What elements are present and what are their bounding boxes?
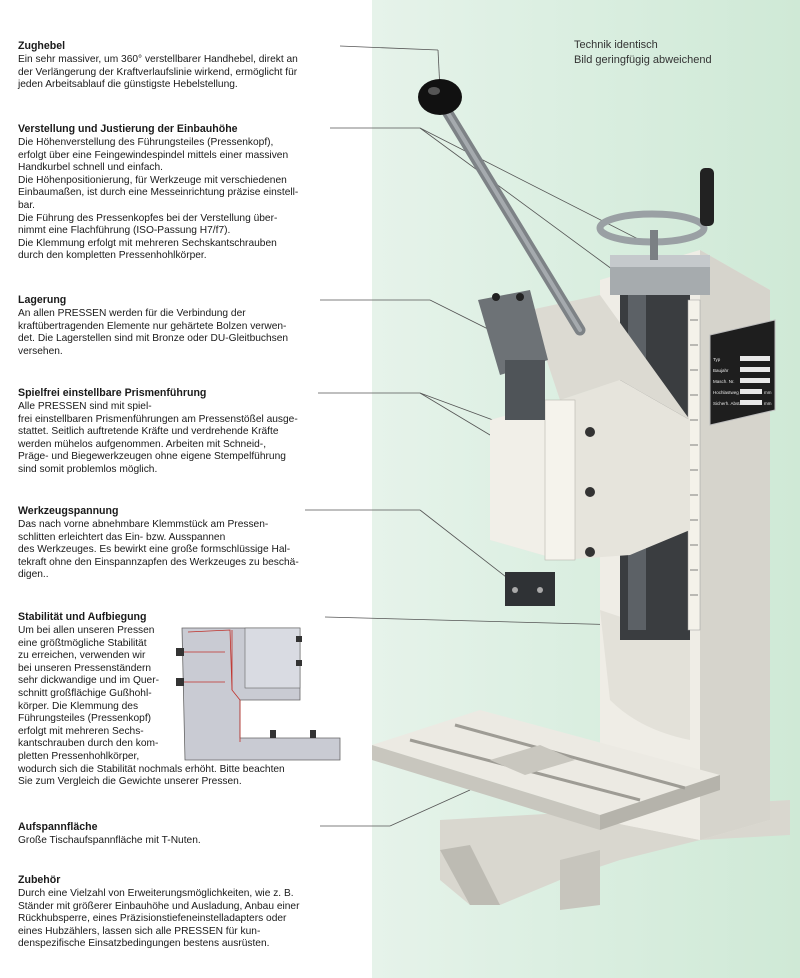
- section-text: An allen PRESSEN werden für die Verbindung der kraftübertragenden Elemente nur gehärtete Bolzen verwen- det. Die Lagerstellen sind mit Bronze oder DU-Gleitbuchsen versehen.: [18, 308, 289, 357]
- section-text: Alle PRESSEN sind mit spiel- frei einstellbaren Prismenführungen am Pressenstößel ausge- stattet. Seitlich auftretende Kräfte und verdrehende Kräfte werden mühelos aufgenommen. Arbeiten mit Schneid-, Präge- und Biegewerkzeugen ohne eigene Stempelführung sind somit problemlos möglich.: [18, 401, 298, 475]
- section-text: Die Höhenverstellung des Führungsteiles (Pressenkopf), erfolgt über eine Feingewindespindel mittels einer massiven Handkurbel schnell und einfach. Die Höhenpositionierung, für Werkzeuge mit verschiedenen Einbaumaßen, ist durch eine Messeinrichtung präzise einstell- bar. Die Führung des Pressenkopfes bei der Verstellung über- nimmt eine Flachführung (ISO-Passung H7/f7). Die Klemmung erfolgt mit mehreren Sechskantschrauben durch den kompletten Pressenhohlkörper.: [18, 137, 299, 262]
- section-text: Durch eine Vielzahl von Erweiterungsmöglichkeiten, wie z. B. Ständer mit größerer Einbauhöhe und Ausladung, Anbau einer Rückhubsperre, eines Präzisionstiefeneinstelladapters oder eines Hubzählers, lassen sich alle PRESSEN für kun- denspezifische Einsatzbedingungen bestens ausrüsten.: [18, 888, 300, 950]
- section-title: Werkzeugspannung: [18, 505, 119, 517]
- section-text: Große Tischaufspannfläche mit T-Nuten.: [18, 835, 201, 846]
- section-text: Ein sehr massiver, um 360° verstellbarer Handhebel, direkt an der Verlängerung der Kraftverlaufslinie wirkend, ermöglicht für jeden Arbeitsablauf die günstigste Hebelstellung.: [18, 54, 298, 91]
- disclaimer-line-1: Technik identisch: [574, 39, 658, 51]
- nameplate-field-1: [740, 356, 770, 361]
- disclaimer-line-2: Bild geringfügig abweichend: [574, 53, 712, 66]
- section-title: Verstellung und Justierung der Einbauhöhe: [18, 123, 238, 135]
- nameplate-field-4: [740, 389, 762, 394]
- section-text: Um bei allen unseren Pressen eine größtmögliche Stabilität zu erreichen, verwenden wir bei unseren Pressenständern sehr dickwandige und im Quer- schnitt großflächige Gußhohl- körper. Die Klemmung des Führungsteiles (Pressenkopf) erfolgt mit mehreren Sechs- kantschrauben durch den kom- pletten Pressenhohlkörper, wodurch sich die Stabilität nochmals erhöht. Bitte beachten Sie zum Vergleich die Gewichte unserer Pressen.: [18, 625, 285, 788]
- tool-clamp: [505, 572, 555, 606]
- nameplate-field-3: [740, 378, 770, 383]
- section-title: Spielfrei einstellbare Prismenführung: [18, 387, 207, 399]
- nameplate-label-typ: Typ: [713, 357, 721, 362]
- nameplate-unit-abstand: mm: [764, 401, 772, 406]
- nameplate-label-hub: Hochlastweg: [713, 390, 739, 395]
- section-title: Zughebel: [18, 40, 66, 52]
- nameplate-label-baujahr: Baujahr: [713, 368, 729, 373]
- section-title: Zubehör: [18, 874, 61, 886]
- section-title: Aufspannfläche: [18, 821, 98, 833]
- section-title: Stabilität und Aufbiegung: [18, 611, 147, 623]
- nameplate-unit-hub: mm: [764, 390, 772, 395]
- cross-section-diagram: [176, 628, 340, 760]
- handwheel: [600, 168, 714, 295]
- nameplate-label-masch: Masch. Nr.: [713, 379, 735, 384]
- nameplate-field-2: [740, 367, 770, 372]
- section-text: Das nach vorne abnehmbare Klemmstück am Pressen- schlitten erleichtert das Ein- bzw. Ausspannen des Werkzeuges. Es bewirkt eine große formschlüssige Hal- tekraft ohne den Einspannzapfen des Werkzeuges zu beschä- digen..: [18, 519, 299, 581]
- section-title: Lagerung: [18, 294, 67, 306]
- nameplate-label-abstand: Sicherh. Abstand: [713, 401, 748, 406]
- hand-lever: [418, 79, 580, 330]
- nameplate: [710, 320, 775, 425]
